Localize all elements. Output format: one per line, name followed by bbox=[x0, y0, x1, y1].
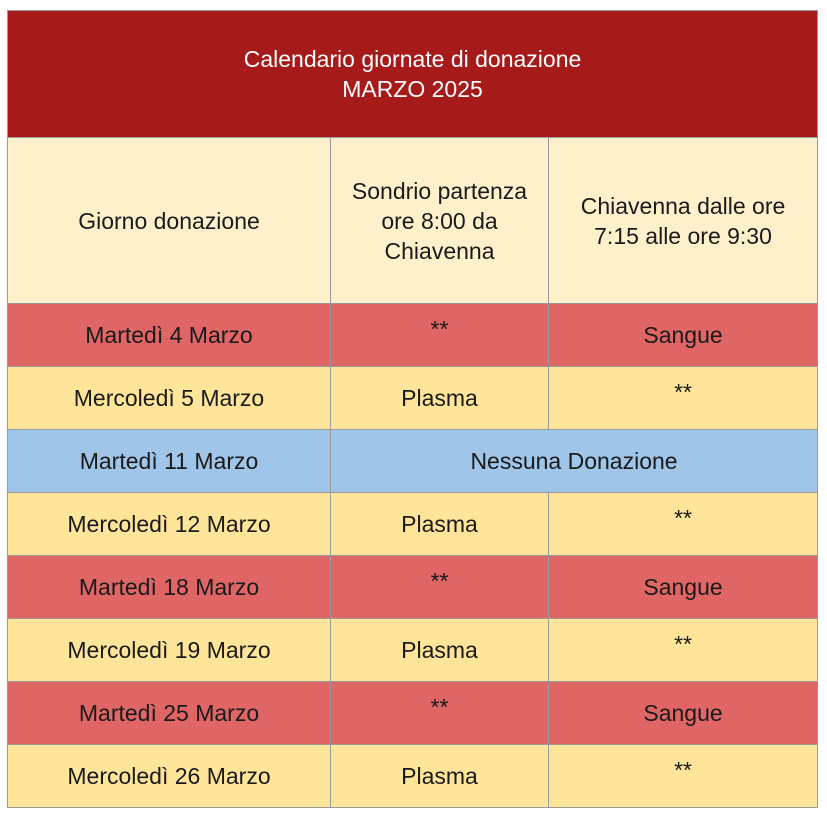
title-row bbox=[8, 11, 818, 138]
cell-chiavenna-value: ** bbox=[674, 379, 692, 405]
cell-chiavenna bbox=[549, 745, 818, 808]
cell-chiavenna-value: ** bbox=[674, 757, 692, 783]
table-row bbox=[8, 430, 818, 493]
cell-sondrio bbox=[331, 556, 549, 619]
calendar-frame bbox=[7, 10, 817, 808]
cell-sondrio: Plasma bbox=[331, 493, 549, 556]
cell-sondrio: Plasma bbox=[331, 745, 549, 808]
table-row bbox=[8, 619, 818, 682]
cell-giorno: Mercoledì 26 Marzo bbox=[8, 745, 331, 808]
cell-giorno: Martedì 18 Marzo bbox=[8, 556, 331, 619]
table-row bbox=[8, 556, 818, 619]
table-row bbox=[8, 493, 818, 556]
cell-giorno: Mercoledì 5 Marzo bbox=[8, 367, 331, 430]
header-row bbox=[8, 138, 818, 304]
cell-sondrio: Plasma bbox=[331, 367, 549, 430]
cell-sondrio-value: ** bbox=[430, 316, 449, 342]
cell-chiavenna: Sangue bbox=[549, 556, 818, 619]
cell-giorno: Martedì 11 Marzo bbox=[8, 430, 331, 493]
cell-chiavenna-value: ** bbox=[674, 505, 692, 531]
cell-sondrio: Plasma bbox=[331, 619, 549, 682]
table-row bbox=[8, 682, 818, 745]
header-giorno: Giorno donazione bbox=[8, 138, 331, 304]
cell-sondrio bbox=[331, 682, 549, 745]
cell-sondrio-value: ** bbox=[430, 568, 449, 594]
donation-calendar-table bbox=[7, 10, 818, 808]
table-row bbox=[8, 745, 818, 808]
cell-chiavenna bbox=[549, 367, 818, 430]
table-row bbox=[8, 304, 818, 367]
cell-giorno: Martedì 4 Marzo bbox=[8, 304, 331, 367]
table-row bbox=[8, 367, 818, 430]
title-line-1: Calendario giornate di donazione bbox=[243, 46, 582, 72]
cell-merged: Nessuna Donazione bbox=[331, 430, 818, 493]
cell-chiavenna-value: ** bbox=[674, 631, 692, 657]
cell-chiavenna bbox=[549, 493, 818, 556]
cell-chiavenna: Sangue bbox=[549, 682, 818, 745]
cell-giorno: Martedì 25 Marzo bbox=[8, 682, 331, 745]
cell-sondrio bbox=[331, 304, 549, 367]
cell-sondrio-value: ** bbox=[430, 694, 449, 720]
title-line-2: MARZO 2025 bbox=[342, 76, 483, 102]
cell-chiavenna: Sangue bbox=[549, 304, 818, 367]
cell-chiavenna bbox=[549, 619, 818, 682]
header-chiavenna: Chiavenna dalle ore 7:15 alle ore 9:30 bbox=[549, 138, 818, 304]
calendar-title bbox=[8, 11, 818, 138]
cell-giorno: Mercoledì 12 Marzo bbox=[8, 493, 331, 556]
header-sondrio: Sondrio partenza ore 8:00 da Chiavenna bbox=[331, 138, 549, 304]
cell-giorno: Mercoledì 19 Marzo bbox=[8, 619, 331, 682]
